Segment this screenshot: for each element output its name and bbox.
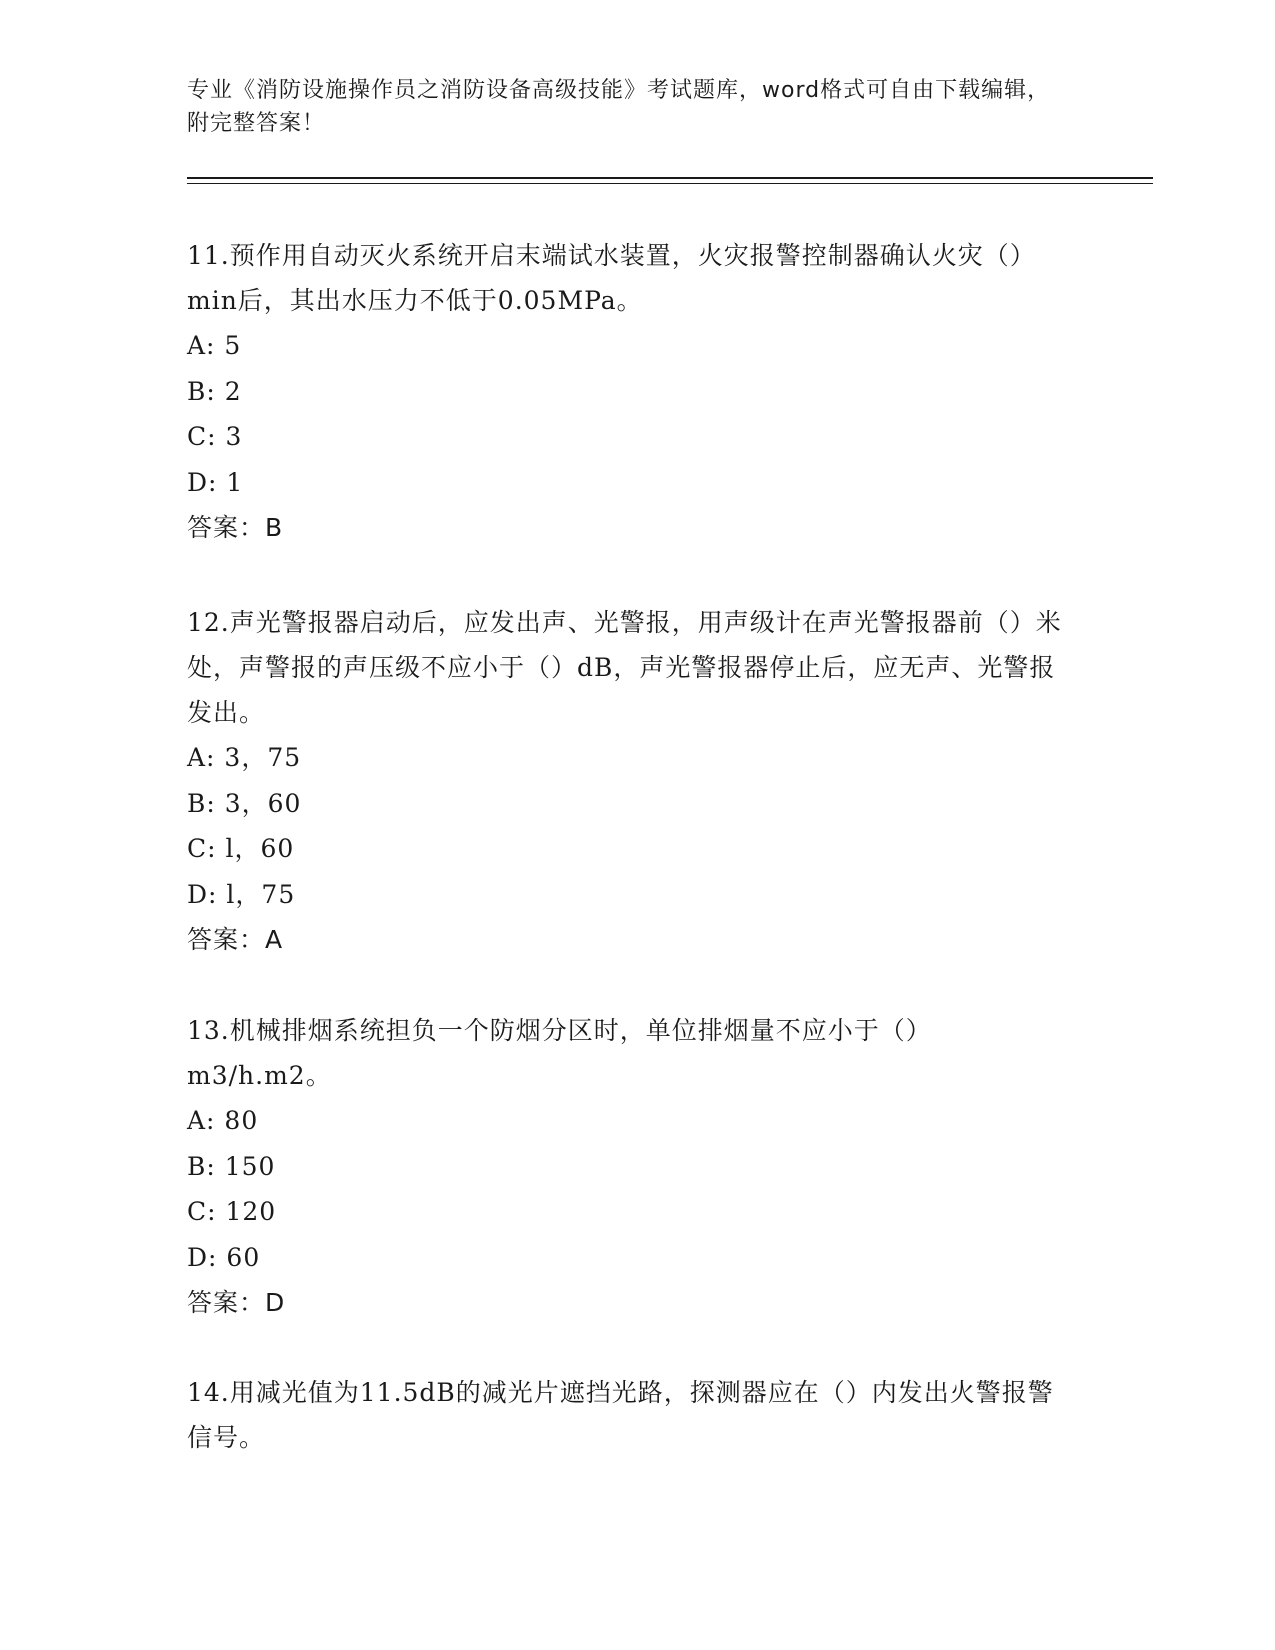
document-header: 专业《消防设施操作员之消防设备高级技能》考试题库，word格式可自由下载编辑，附完整答案！ bbox=[187, 78, 1051, 136]
option-a: A: 3，75 bbox=[187, 743, 302, 772]
question-stem: 11.预作用自动灭火系统开启末端试水装置，火灾报警控制器确认火灾（）min后，其出水压力不低于0.05MPa。 bbox=[187, 241, 1036, 315]
option-a: A: 80 bbox=[187, 1106, 259, 1135]
answer-line: 答案：D bbox=[187, 1288, 286, 1317]
option-c: C: l，60 bbox=[187, 834, 295, 863]
option-c: C: 120 bbox=[187, 1197, 277, 1226]
option-d: D: 1 bbox=[187, 467, 244, 497]
option-a: A: 5 bbox=[187, 331, 242, 360]
header-divider bbox=[187, 177, 1153, 179]
question-stem: 12.声光警报器启动后，应发出声、光警报，用声级计在声光警报器前（）米处，声警报的声压级不应小于（）dB，声光警报器停止后，应无声、光警报发出。 bbox=[187, 608, 1062, 727]
header-divider-thin bbox=[187, 183, 1153, 184]
option-d: D: l，75 bbox=[187, 879, 296, 909]
question-stem: 13.机械排烟系统担负一个防烟分区时，单位排烟量不应小于（）m3/h.m2。 bbox=[187, 1016, 932, 1090]
answer-line: 答案：B bbox=[187, 513, 284, 542]
question-13 bbox=[187, 1008, 1067, 1325]
option-d: D: 60 bbox=[187, 1242, 261, 1272]
option-b: B: 2 bbox=[187, 376, 242, 406]
question-stem: 14.用减光值为11.5dB的减光片遮挡光路，探测器应在（）内发出火警报警信号。 bbox=[187, 1378, 1054, 1452]
option-b: B: 150 bbox=[187, 1151, 276, 1181]
question-14 bbox=[187, 1370, 1067, 1460]
option-c: C: 3 bbox=[187, 422, 243, 451]
option-b: B: 3，60 bbox=[187, 788, 302, 818]
question-12 bbox=[187, 600, 1067, 962]
answer-line: 答案：A bbox=[187, 925, 284, 954]
question-11 bbox=[187, 233, 1067, 550]
